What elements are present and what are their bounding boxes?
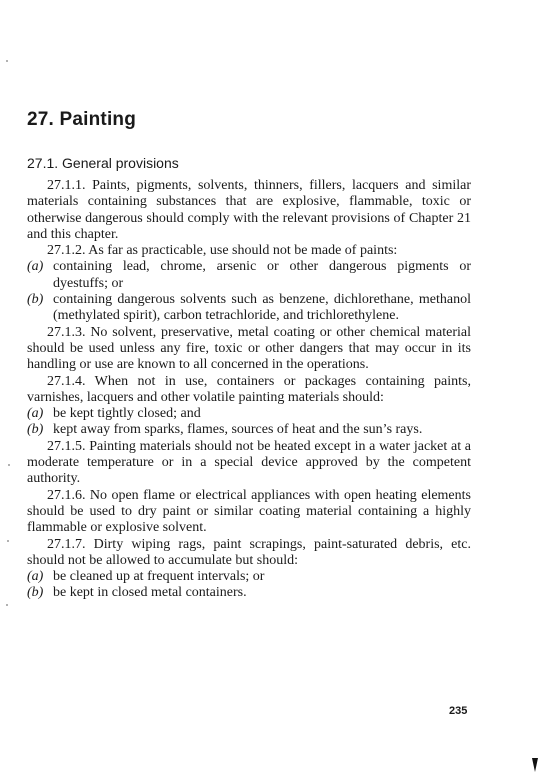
list-item-label: (a) xyxy=(27,569,44,585)
paragraph-27-1-2: 27.1.2. As far as practicable, use should not be made of paints: xyxy=(47,243,398,259)
list-item-text: containing dangerous solvents such as benzene, dichlorethane, methanol (methylated spirit), carbon tetrachloride, and trichlorethylene. xyxy=(53,292,471,324)
list-item-text: be kept tightly closed; and xyxy=(53,406,201,422)
scan-speck xyxy=(8,464,10,466)
paragraph-27-1-6: 27.1.6. No open flame or electrical appliances with open heating elements should be used to dry paint or similar coating material containing a highly flammable or explosive solvent. xyxy=(27,487,471,536)
list-item-label: (b) xyxy=(27,422,44,438)
section-title: 27.1. General provisions xyxy=(27,155,179,171)
list-item-text: be kept in closed metal containers. xyxy=(53,585,247,601)
list-item xyxy=(27,259,471,292)
paragraph-27-1-4: 27.1.4. When not in use, containers or packages containing paints, varnishes, lacquers and other volatile painting materials should: xyxy=(27,373,471,405)
list-item-label: (a) xyxy=(27,406,44,422)
list-item xyxy=(27,422,471,438)
list-item-label: (b) xyxy=(27,292,44,308)
list-item xyxy=(27,292,471,325)
paragraph-27-1-7: 27.1.7. Dirty wiping rags, paint scrapings, paint-saturated debris, etc. should not be allowed to accumulate but should: xyxy=(27,536,471,568)
list-item xyxy=(27,585,471,601)
paragraph-27-1-3: 27.1.3. No solvent, preservative, metal coating or other chemical material should be used unless any fire, toxic or other dangers that may occur in its handling or use are known to all concerned in the operations. xyxy=(27,324,471,373)
chapter-title: 27. Painting xyxy=(27,109,137,130)
list-item-label: (a) xyxy=(27,259,44,275)
page-corner-mark xyxy=(532,758,538,772)
paragraph-27-1-5: 27.1.5. Painting materials should not be heated except in a water jacket at a moderate temperature or in a special device approved by the competent authority. xyxy=(27,438,471,487)
list-item-text: kept away from sparks, flames, sources of heat and the sun’s rays. xyxy=(53,422,423,438)
list-item-text: be cleaned up at frequent intervals; or xyxy=(53,569,265,585)
list-item-label: (b) xyxy=(27,585,44,601)
page-number: 235 xyxy=(449,705,468,717)
scan-speck xyxy=(6,604,8,606)
scan-speck xyxy=(7,540,9,542)
list-item-text: containing lead, chrome, arsenic or other dangerous pigments or dyestuffs; or xyxy=(53,259,471,291)
body-text xyxy=(27,178,471,602)
paragraph-27-1-1: 27.1.1. Paints, pigments, solvents, thinners, fillers, lacquers and similar materials containing substances that are explosive, flammable, toxic or otherwise dangerous should comply with the relevant provisions of Chapter 21 and this chapter. xyxy=(27,178,471,242)
list-item xyxy=(27,406,471,422)
scan-speck xyxy=(6,60,8,62)
list-item xyxy=(27,569,471,585)
